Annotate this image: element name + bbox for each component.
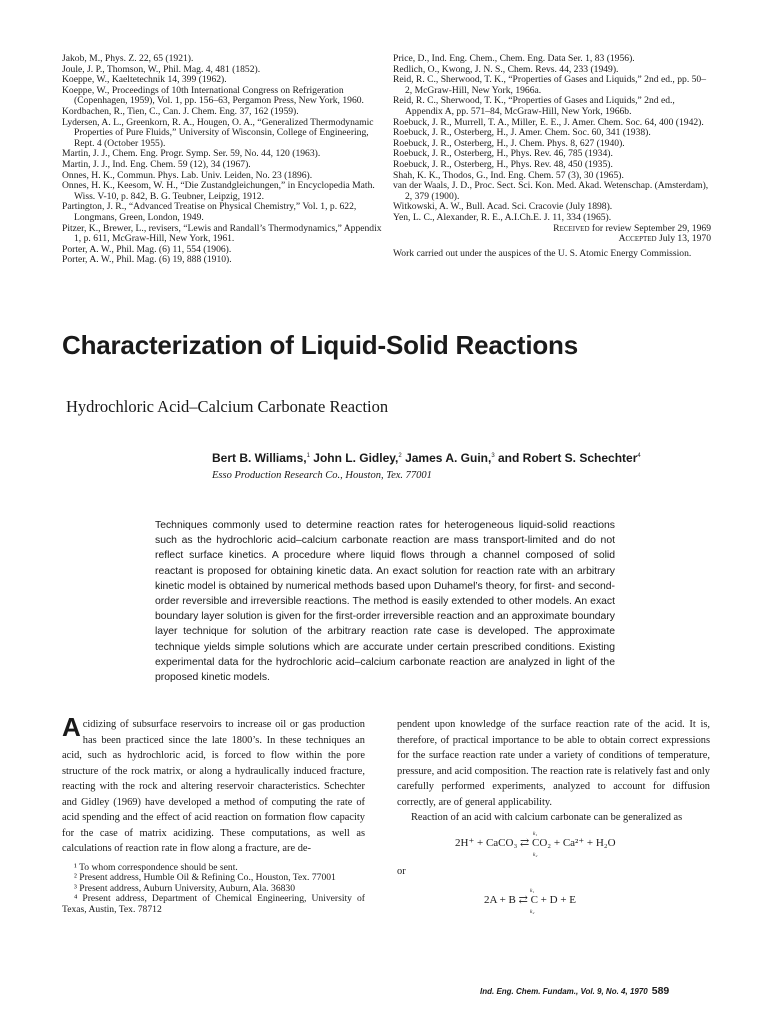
author-1-note: 1 bbox=[306, 453, 310, 459]
author-4-note: 4 bbox=[637, 453, 641, 459]
rate-constant-k2-eq1: k₂ bbox=[533, 851, 538, 858]
page-footer bbox=[480, 985, 669, 997]
reference-item: Pitzer, K., Brewer, L., revisers, “Lewis and Randall’s Thermodynamics,” Appendix 1, p. 611, McGraw-Hill, New York, 1961. bbox=[62, 222, 382, 245]
abstract: Techniques commonly used to determine reaction rates for heterogeneous liquid-solid reactions such as the hydrochloric acid–calcium carbonate reaction are mass transport-limited and do not reflect surface kinetics. A procedure where liquid flows through a channel composed of solid reactant is proposed for obtaining kinetic data. An exact solution for reaction rate with an arbitrary kinetic model is obtained by numerical methods based upon Duhamel’s theory, for first- and second-order reversible and irreversible reactions. The method is easily extended to other models. An exact boundary layer solution is given for the first-order irreversible reaction and an approximate boundary layer technique for solution of the arbitrary reaction rate case is developed. The approximate technique yields simple solutions which are accurate under certain prescribed conditions. Existing experimental data for the hydrochloric acid–calcium carbonate reaction are analyzed in light of the proposed kinetic models. bbox=[155, 520, 615, 684]
reference-item: Reid, R. C., Sherwood, T. K., “Properties of Gases and Liquids,” 2nd ed., Appendix A, pp. 571–84, McGraw-Hill, New York, 1966b. bbox=[393, 95, 675, 117]
reference-item: Roebuck, J. R., Osterberg, H., Phys. Rev. 46, 785 (1934). bbox=[393, 148, 613, 160]
reference-item: Price, D., Ind. Eng. Chem., Chem. Eng. Data Ser. 1, 83 (1956). bbox=[393, 53, 635, 64]
author-3-note: 3 bbox=[491, 453, 495, 459]
page-number: 589 bbox=[651, 985, 670, 997]
accepted-date: July 13, 1970 bbox=[659, 233, 711, 245]
reference-item: Partington, J. R., “Advanced Treatise on Physical Chemistry,” Vol. 1, p. 622, Longmans, Green, London, 1949. bbox=[62, 201, 357, 223]
paper-subtitle: Hydrochloric Acid–Calcium Carbonate Reaction bbox=[66, 397, 389, 416]
reference-item: Porter, A. W., Phil. Mag. (6) 11, 554 (1906). bbox=[62, 243, 232, 255]
footnote-4: ⁴ Present address, Department of Chemical Engineering, University of Texas, Austin, Tex. 78712 bbox=[62, 893, 365, 915]
reference-item: Roebuck, J. R., Murrell, T. A., Miller, E. E., J. Amer. Chem. Soc. 64, 400 (1942). bbox=[393, 116, 704, 128]
received-date: for review September 29, 1969 bbox=[591, 222, 711, 234]
equation-2 bbox=[397, 883, 710, 917]
equation-1-text: 2H⁺ + CaCO₃ ⇄ CO₂ + Ca²⁺ + H₂O bbox=[455, 836, 616, 849]
reference-item: Jakob, M., Phys. Z. 22, 65 (1921). bbox=[62, 53, 194, 64]
references-right-list bbox=[393, 54, 711, 224]
reference-item: Martin, J. J., Ind. Eng. Chem. 59 (12), 34 (1967). bbox=[62, 158, 251, 170]
reference-item: Onnes, H. K., Commun. Phys. Lab. Univ. Leiden, No. 23 (1896). bbox=[62, 169, 313, 181]
references-left-column bbox=[62, 54, 382, 266]
reference-item: Yen, L. C., Alexander, R. E., A.I.Ch.E. J. 11, 334 (1965). bbox=[393, 211, 612, 223]
reference-item: van der Waals, J. D., Proc. Sect. Sci. Kon. Med. Akad. Wetenschap. (Amsterdam), 2, 379 (1900). bbox=[393, 180, 709, 202]
reference-item: Roebuck, J. R., Osterberg, H., Phys. Rev. 48, 450 (1935). bbox=[393, 158, 613, 170]
or-text: or bbox=[397, 865, 406, 877]
reference-item: Joule, J. P., Thomson, W., Phil. Mag. 4, 481 (1852). bbox=[62, 63, 261, 75]
footnote-3: ³ Present address, Auburn University, Auburn, Ala. 36830 bbox=[74, 882, 296, 894]
equation-2-text: 2A + B ⇄ C + D + E bbox=[484, 894, 577, 906]
reference-item: Martin, J. J., Chem. Eng. Progr. Symp. Ser. 59, No. 44, 120 (1963). bbox=[62, 148, 321, 160]
author-4: and Robert S. Schechter bbox=[494, 451, 638, 465]
reference-item: Redlich, O., Kwong, J. N. S., Chem. Revs. 44, 233 (1949). bbox=[393, 63, 619, 75]
footnotes bbox=[62, 863, 365, 916]
footnote-1: ¹ To whom correspondence should be sent. bbox=[74, 861, 238, 873]
rate-constant-k1-eq1: k₁ bbox=[533, 830, 538, 837]
reference-item: Shah, K. K., Thodos, G., Ind. Eng. Chem. 57 (3), 30 (1965). bbox=[393, 169, 624, 181]
paper-title: Characterization of Liquid-Solid Reactions bbox=[62, 330, 578, 360]
accepted-label: Accepted bbox=[618, 233, 657, 245]
reaction-paragraph: Reaction of an acid with calcium carbonate can be generalized as bbox=[411, 812, 683, 823]
reference-item: Porter, A. W., Phil. Mag. (6) 19, 888 (1910). bbox=[62, 254, 232, 266]
received-label: Received bbox=[553, 222, 590, 234]
reference-item: Koeppe, W., Kaeltetechnik 14, 399 (1962). bbox=[62, 74, 227, 86]
references-right-column bbox=[393, 54, 711, 259]
reference-item: Witkowski, A. W., Bull. Acad. Sci. Cracovie (July 1898). bbox=[393, 201, 613, 213]
continued-paragraph: pendent upon knowledge of the surface reaction rate of the acid. It is, therefore, of practical importance to be able to obtain correct expressions for the surface reaction rate under a variety of conditions of temperature, pressure, and acid composition. The reaction rate is relatively fast and only carefully performed experiments, analyzed to account for diffusion correctly, are of general applicability. bbox=[397, 719, 710, 808]
rate-constant-k2-eq2: k₂ bbox=[530, 909, 535, 915]
reference-item: Koeppe, W., Proceedings of 10th International Congress on Refrigeration (Copenhagen, 1959), Vol. 1, pp. 156–63, Pergamon Press, New York, 1960. bbox=[62, 84, 364, 107]
reference-item: Onnes, H. K., Keesom, W. H., “Die Zustandgleichungen,” in Encyclopedia Math. Wiss. V-10, p. 842, B. G. Teubner, Leipzig, 1912. bbox=[62, 180, 375, 202]
equation-1 bbox=[397, 826, 710, 860]
body-left-column bbox=[62, 712, 365, 915]
accepted-line bbox=[393, 234, 711, 245]
body-right-column bbox=[397, 717, 710, 917]
author-2-note: 2 bbox=[398, 453, 402, 459]
reference-item: Reid, R. C., Sherwood, T. K., “Properties of Gases and Liquids,” 2nd ed., pp. 50–2, McGraw-Hill, New York, 1966a. bbox=[393, 74, 707, 96]
author-3: James A. Guin, bbox=[401, 451, 492, 465]
affiliation: Esso Production Research Co., Houston, Tex. 77001 bbox=[212, 470, 432, 481]
author-2: John L. Gidley, bbox=[309, 451, 399, 465]
rate-constant-k1-eq2: k₁ bbox=[530, 888, 535, 894]
reference-item: Kordbachen, R., Tien, C., Can. J. Chem. Eng. 37, 162 (1959). bbox=[62, 105, 299, 117]
work-note: Work carried out under the auspices of the U. S. Atomic Energy Commission. bbox=[393, 247, 692, 259]
reference-item: Roebuck, J. R., Osterberg, H., J. Amer. Chem. Soc. 60, 341 (1938). bbox=[393, 127, 651, 139]
author-1: Bert B. Williams, bbox=[212, 451, 307, 465]
journal-citation: Ind. Eng. Chem. Fundam., Vol. 9, No. 4, 1970 bbox=[480, 987, 648, 996]
intro-text: cidizing of subsurface reservoirs to increase oil or gas production has been practiced since the late 1800’s. In these techniques an acid, such as hydrochloric acid, is forced to flow within the pore structure of the rock matrix, or along a hydraulically induced fracture, reacting with the rock and altering reservoir characteristics. Schechter and Gidley (1969) have developed a method of computing the rate of acid spending and the effect of acid reaction on formation flow capacity for the case of matrix acidizing. These computations, as well as calculations of reaction rate in flow along a fracture, are de- bbox=[62, 719, 365, 854]
drop-cap: A bbox=[62, 712, 81, 742]
footnote-2: ² Present address, Humble Oil & Refining Co., Houston, Tex. 77001 bbox=[74, 872, 336, 884]
reference-item: Roebuck, J. R., Osterberg, H., J. Chem. Phys. 8, 627 (1940). bbox=[393, 137, 625, 149]
author-list bbox=[212, 451, 641, 465]
intro-paragraph bbox=[62, 712, 365, 857]
reference-item: Lydersen, A. L., Greenkorn, R. A., Hougen, O. A., “Generalized Thermodynamic Properties of Pure Fluids,” University of Wisconsin, College of Engineering, Rept. 4 (October 1955). bbox=[62, 116, 374, 149]
